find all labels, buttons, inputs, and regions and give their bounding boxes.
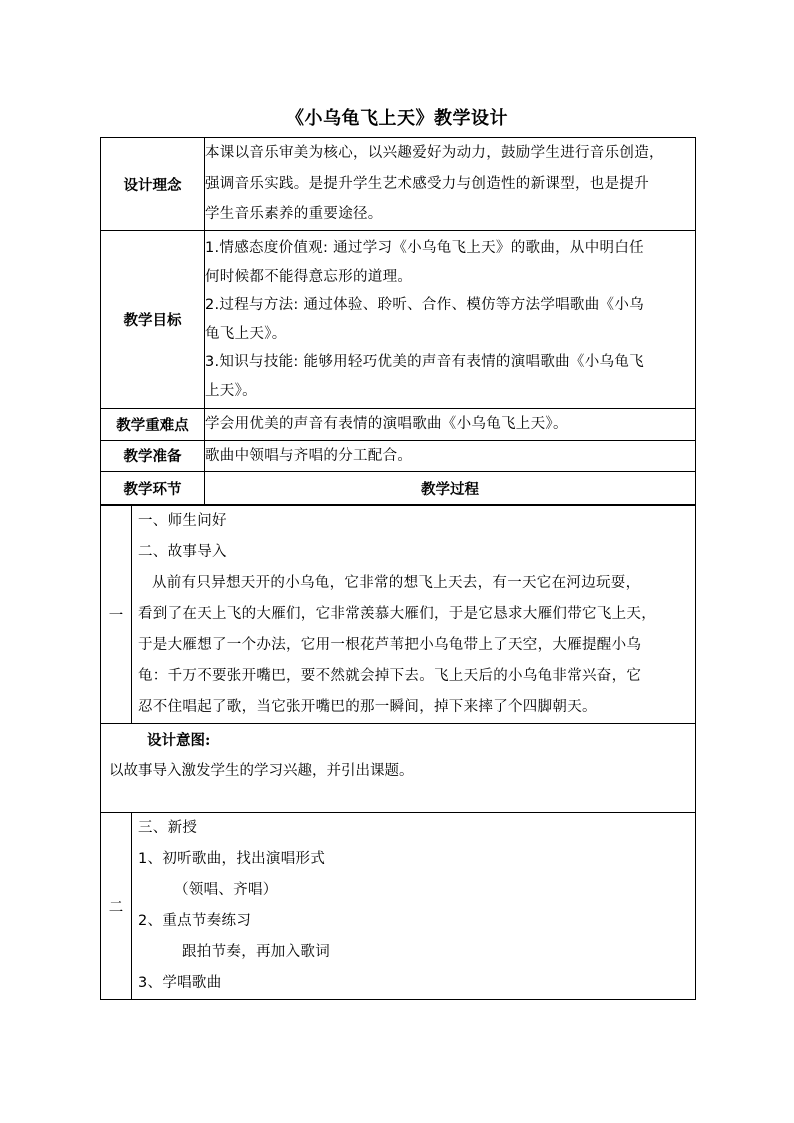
story-line: 于是大雁想了一个办法，它用一根花芦苇把小乌龟带上了天空，大雁提醒小乌 xyxy=(138,636,642,653)
prep-label: 教学准备 xyxy=(101,440,205,472)
key-points-text: 学会用优美的声音有表情的演唱歌曲《小乌龟飞上天》。 xyxy=(205,409,696,441)
design-intent-table xyxy=(100,723,696,813)
design-intent-label: 设计意图: xyxy=(147,732,211,749)
step-one-detail: （领唱、齐唱） xyxy=(174,882,278,898)
key-points-label: 教学重难点 xyxy=(101,409,205,441)
concept-row xyxy=(101,138,696,231)
section-two-number: 二 xyxy=(101,813,132,1000)
concept-line: 本课以音乐审美为核心，以兴趣爱好为动力，鼓励学生进行音乐创造， xyxy=(205,145,664,162)
process-header-left: 教学环节 xyxy=(101,472,205,506)
section-one-number: 一 xyxy=(101,505,132,724)
process-header-right: 教学过程 xyxy=(205,472,696,506)
prep-row xyxy=(101,440,696,472)
concept-line: 强调音乐实践。是提升学生艺术感受力与创造性的新课型，也是提升 xyxy=(205,175,649,192)
prep-text: 歌曲中领唱与齐唱的分工配合。 xyxy=(205,440,696,472)
document-title: 《小乌龟飞上天》教学设计 xyxy=(286,108,508,129)
section-two-row xyxy=(101,813,696,1000)
goals-line: 1.情感态度价值观: 通过学习《小乌龟飞上天》的歌曲，从中明白任 xyxy=(205,240,644,256)
story-line: 看到了在天上飞的大雁们，它非常羡慕大雁们，于是它恳求大雁们带它飞上天， xyxy=(138,605,656,622)
process-header-row xyxy=(101,472,696,506)
story-line: 从前有只异想天开的小乌龟，它非常的想飞上天去，有一天它在河边玩耍， xyxy=(152,574,641,591)
section-one-row xyxy=(101,505,696,724)
concept-label: 设计理念 xyxy=(101,138,205,231)
story-line: 忍不住唱起了歌，当它张开嘴巴的那一瞬间，掉下来摔了个四脚朝天。 xyxy=(138,698,597,715)
goals-text xyxy=(205,231,696,409)
design-intent-cell xyxy=(101,724,696,813)
story-heading: 二、故事导入 xyxy=(138,543,227,560)
section-one-content xyxy=(132,505,696,724)
goals-line: 何时候都不能得意忘形的道理。 xyxy=(205,268,413,285)
step-three: 3、学唱歌曲 xyxy=(138,975,222,991)
new-lesson-heading: 三、新授 xyxy=(138,820,198,836)
goals-label: 教学目标 xyxy=(101,231,205,409)
greeting-line: 一、师生问好 xyxy=(138,512,227,529)
concept-text xyxy=(205,138,696,231)
step-two: 2、重点节奏练习 xyxy=(138,913,252,929)
design-intent-row xyxy=(101,724,696,813)
design-intent-text: 以故事导入激发学生的学习兴趣，并引出课题。 xyxy=(109,763,414,779)
story-line: 龟：千万不要张开嘴巴，要不然就会掉下去。飞上天后的小乌龟非常兴奋，它 xyxy=(138,667,642,684)
lesson-info-table xyxy=(100,137,696,506)
step-one: 1、初听歌曲，找出演唱形式 xyxy=(138,851,326,867)
concept-line: 学生音乐素养的重要途径。 xyxy=(205,206,383,223)
goals-line: 3.知识与技能: 能够用轻巧优美的声音有表情的演唱歌曲《小乌龟飞 xyxy=(205,354,644,370)
goals-line: 2.过程与方法: 通过体验、聆听、合作、模仿等方法学唱歌曲《小乌 xyxy=(205,297,644,313)
section-two-table xyxy=(100,812,696,1000)
step-two-detail: 跟拍节奏，再加入歌词 xyxy=(182,944,330,960)
section-two-content xyxy=(132,813,696,1000)
goals-line: 上天》。 xyxy=(205,382,257,399)
section-one-table xyxy=(100,504,696,724)
goals-row xyxy=(101,231,696,409)
key-points-row xyxy=(101,409,696,441)
goals-line: 龟飞上天》。 xyxy=(205,325,287,342)
